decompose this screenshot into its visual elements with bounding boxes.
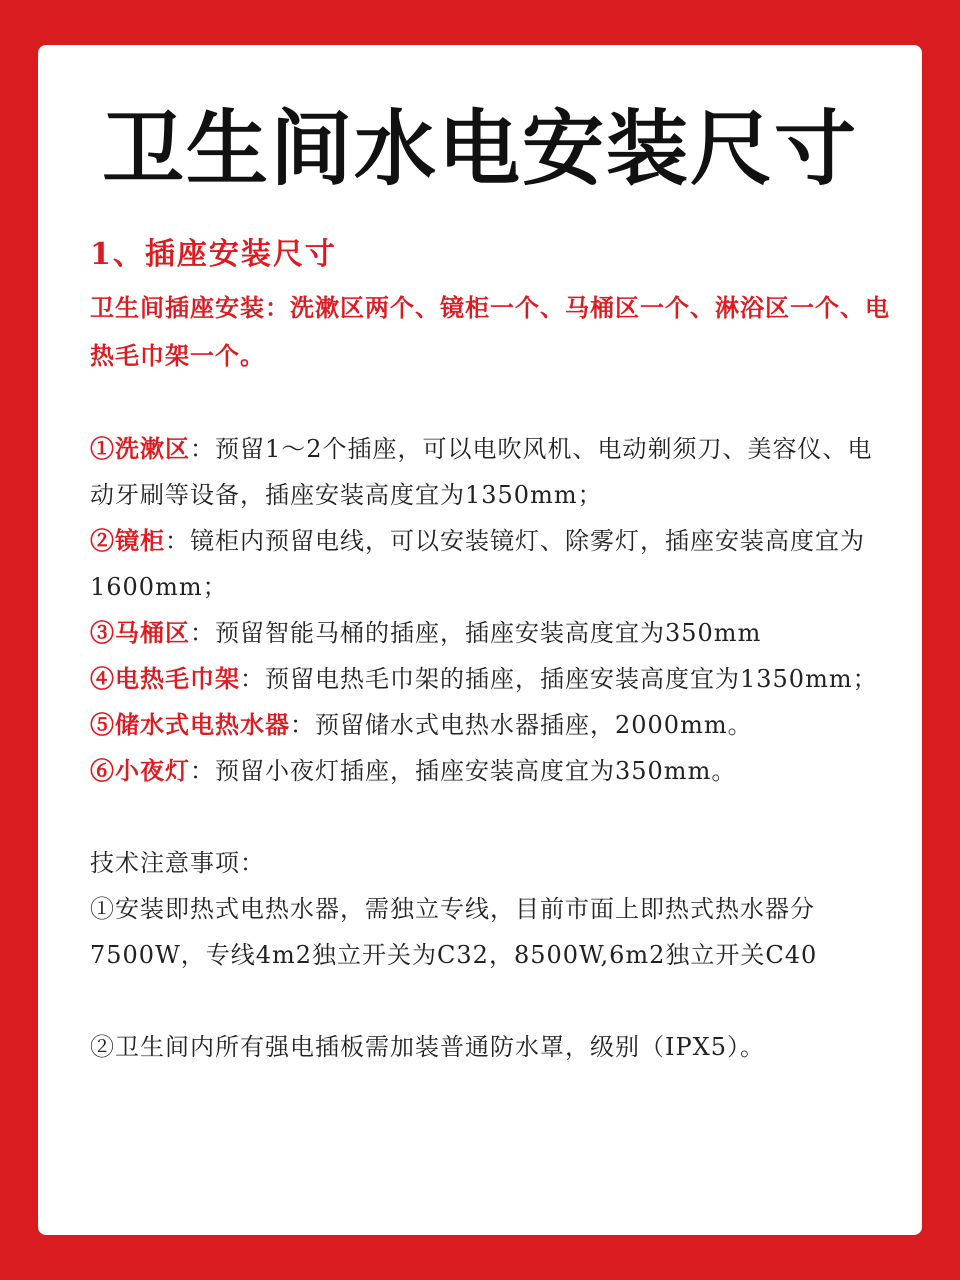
list-item — [90, 656, 890, 702]
spacer — [90, 794, 890, 840]
list-item — [90, 702, 890, 748]
item-text: ：预留智能马桶的插座，插座安装高度宜为350mm — [190, 619, 762, 647]
list-item — [90, 748, 890, 794]
page-title: 卫生间水电安装尺寸 — [101, 102, 858, 197]
item-label: ⑤储水式电热水器 — [90, 710, 290, 739]
item-text: ：预留1～2个插座，可以电吹风机、电动剃须刀、美容仪、电动牙刷等设备，插座安装高度宜为1350mm； — [90, 435, 873, 509]
item-label: ③马桶区 — [90, 618, 190, 647]
item-label: ⑥小夜灯 — [90, 756, 190, 785]
item-text: ：镜柜内预留电线，可以安装镜灯、除雾灯，插座安装高度宜为1600mm； — [90, 527, 865, 601]
item-label: ②镜柜 — [90, 526, 165, 555]
note-item: ②卫生间内所有强电插板需加装普通防水罩，级别（IPX5）。 — [90, 1033, 765, 1061]
section-heading: 1、插座安装尺寸 — [90, 237, 337, 272]
item-label: ④电热毛巾架 — [90, 664, 240, 693]
content-card — [38, 45, 922, 1235]
list-item — [90, 426, 890, 518]
section-intro: 卫生间插座安装：洗漱区两个、镜柜一个、马桶区一个、淋浴区一个、电热毛巾架一个。 — [90, 293, 890, 370]
spacer — [90, 978, 890, 1024]
item-label: ①洗漱区 — [90, 434, 190, 463]
item-text: ：预留小夜灯插座，插座安装高度宜为350mm。 — [190, 757, 737, 785]
spacer — [90, 380, 890, 426]
item-text: ：预留储水式电热水器插座，2000mm。 — [290, 711, 753, 739]
notes-heading: 技术注意事项： — [90, 849, 265, 877]
note-item: ①安装即热式电热水器，需独立专线，目前市面上即热式热水器分7500W，专线4m2独立开关为C32，8500W,6m2独立开关C40 — [90, 895, 818, 969]
list-item — [90, 518, 890, 610]
item-text: ：预留电热毛巾架的插座，插座安装高度宜为1350mm； — [240, 665, 878, 693]
article-body — [90, 230, 890, 1070]
list-item — [90, 610, 890, 656]
